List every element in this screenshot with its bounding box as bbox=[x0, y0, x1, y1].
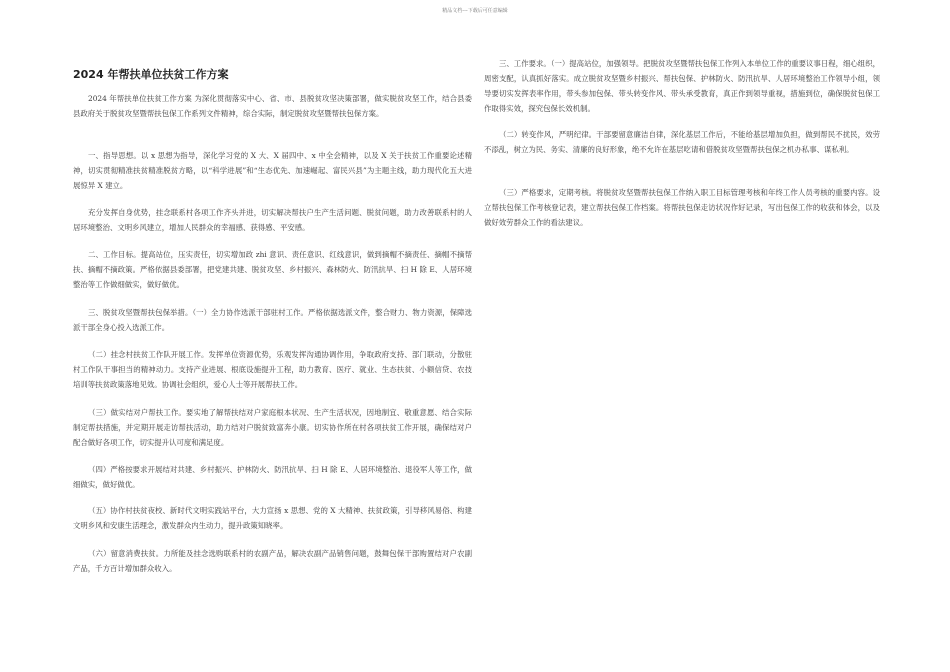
document-title: 2024 年帮扶单位扶贫工作方案 bbox=[73, 68, 229, 81]
right-paragraph-2: （二）转变作风，严明纪律。干部要留意廉洁自律，深化基层工作后，不能给基层增加负担，做到帮民不扰民，效劳不添乱，树立为民、务实、清廉的良好形象，绝不允许在基层吃请和借脱贫攻坚暨帮扶包保之机办私事、谋私利。 bbox=[484, 130, 880, 154]
left-paragraph-1: 2024 年帮扶单位扶贫工作方案 为深化贯彻落实中心、省、市、县脱贫攻坚决策部署，做实脱贫攻坚工作，结合县委县政府关于脱贫攻坚暨帮扶包保工作系列文件精神，综合实际，制定脱贫攻坚暨帮扶包保方案。 bbox=[73, 94, 472, 118]
left-paragraph-8: （四）严格按要求开展结对共建、乡村振兴、护林防火、防汛抗旱、扫 H 除 E、人居环境整治、退役军人等工作，做细做实，做好做优。 bbox=[73, 465, 472, 489]
left-paragraph-7: （三）做实结对户帮扶工作。要实地了解帮扶结对户家庭根本状况、生产生活状况，因地制宜、敬重意愿、结合实际制定帮扶措施，并定期开展走访帮扶活动，助力结对户脱贫致富奔小康。切实协作所在村各项扶贫工作开展，确保结对户配合做好各项工作，切实提升认可度和满足度。 bbox=[73, 408, 472, 447]
left-paragraph-3: 充分发挥自身优势，挂念联系村各项工作齐头并进，切实解决帮扶户生产生活问题、脱贫问题，助力改善联系村的人居环境整治、文明乡风建立，增加人民群众的幸福感、获得感、平安感。 bbox=[73, 208, 472, 232]
left-paragraph-2: 一、指导思想。以 x 思想为指导，深化学习党的 X 大、X 届四中、x 中全会精神，以及 X 关于扶贫工作重要论述精神，切实贯彻精准扶贫精准脱贫方略，以“科学进展”和“生态优先、加速崛起、富民兴县”为主题主线，助力现代化五大进展惊异 X 建立。 bbox=[73, 151, 472, 190]
right-paragraph-3: （三）严格要求，定期考核。将脱贫攻坚暨帮扶包保工作纳入职工目标管理考核和年终工作人员考核的重要内容。设立帮扶包保工作考核登记表，建立帮扶包保工作档案。将帮扶包保走访状况作好记录，写出包保工作的收获和体会，以及做好效劳群众工作的看法建议。 bbox=[484, 188, 880, 227]
left-paragraph-9: （五）协作村扶贫夜校、新时代文明实践站平台，大力宣扬 x 思想、党的 X 大精神、扶贫政策，引导移风易俗、构建文明乡风和安康生活理念，激发群众内生动力，提升政策知晓率。 bbox=[73, 506, 472, 530]
left-paragraph-4: 二、工作目标。提高站位，压实责任，切实增加政 zhi 意识、责任意识、红线意识，做到摘帽不摘责任、摘帽不摘帮扶、摘帽不摘政策。严格依据县委部署，把党建共建、脱贫攻坚、乡村振兴、森林防火、防汛抗旱、扫 H 除 E、人居环境整治等工作做细做实，做好做优。 bbox=[73, 250, 472, 289]
left-paragraph-10: （六）留意消费扶贫。力所能及挂念选购联系村的农副产品，解决农副产品销售问题，鼓舞包保干部购置结对户农副产品，千方百计增加群众收入。 bbox=[73, 549, 472, 573]
left-paragraph-5: 三、脱贫攻坚暨帮扶包保举措。（一）全力协作选派干部驻村工作。严格依据选派文件，整合财力、物力资源，保障选派干部全身心投入选派工作。 bbox=[73, 308, 472, 332]
page-header-note: 精品文档---下载后可任意编辑 bbox=[442, 8, 508, 14]
right-paragraph-1: 三、工作要求。（一）提高站位，加强领导。把脱贫攻坚暨帮扶包保工作列入本单位工作的重要议事日程，细心组织，周密支配，认真抓好落实。成立脱贫攻坚暨乡村振兴、帮扶包保、护林防火、防汛抗旱、人居环境整治工作领导小组，领导要切实发挥表率作用，带头参加包保、带头转变作风、带头承受教育，真正作到领导重视，措施到位，确保脱贫包保工作取得实效，探究包保长效机制。 bbox=[484, 59, 880, 113]
left-paragraph-6: （二）挂念村扶贫工作队开展工作。发挥单位资源优势，乐观发挥沟通协调作用，争取政府支持、部门联动，分散驻村工作队干事担当的精神动力。支持产业进展、根底设施提升工程，助力教育、医疗、就业、生态扶贫、小额信贷、农技培训等扶贫政策落地见效。协调社会组织，爱心人士等开展帮扶工作。 bbox=[73, 350, 472, 389]
